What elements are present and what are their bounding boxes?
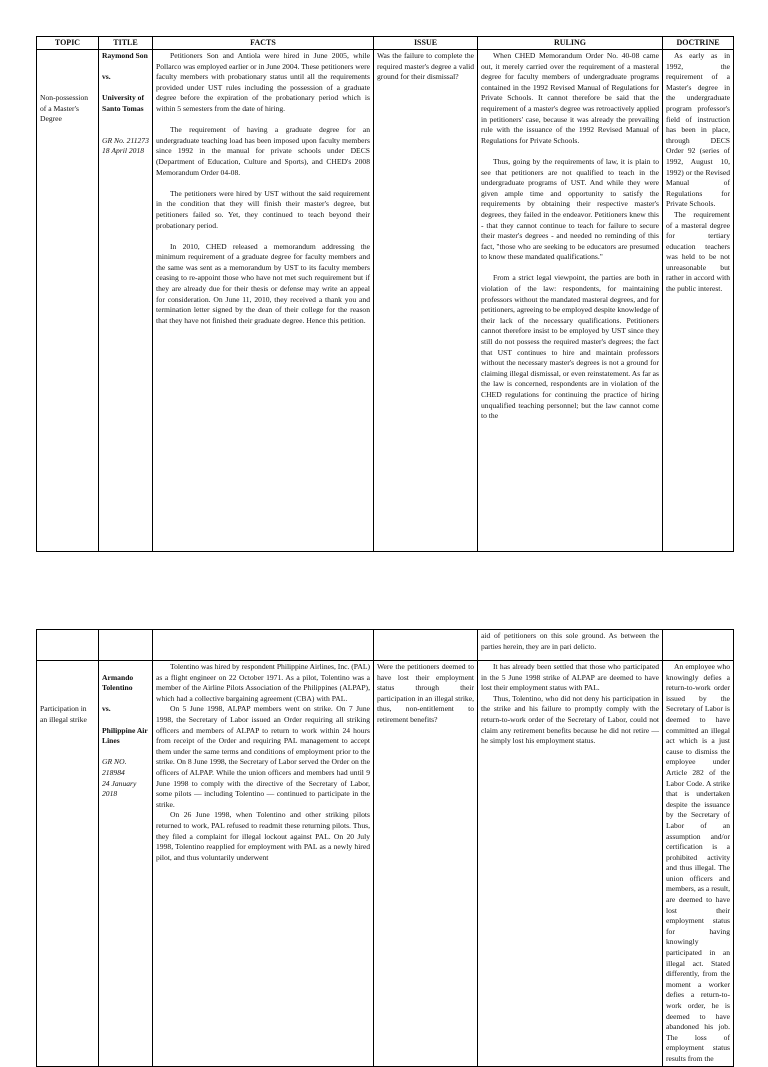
ruling-paragraph: From a strict legal viewpoint, the parties are both in violation of the law: respondents, for maintaining professors without the mandated masteral degrees, and for petitioners, agreeing to be employed despite knowledge of their lack of the necessary qualifications. Petitioners cannot therefore insist to be employed by UST since they still do not possess the required master's degrees; the fact that UST continues to hire and maintain professors without the necessary master's degrees is not a ground for claiming illegal dismissal, or even reinstatement. As far as the law is concerned, respondents are in violation of the CHED regulations for continuing the practice of hiring unqualified teaching personnel; but the law cannot come to the [481, 273, 659, 421]
doctrine-cell [663, 661, 734, 1067]
empty-cell [663, 630, 734, 661]
case-respondent: Philippine Air Lines [102, 725, 148, 746]
facts-paragraph: Petitioners Son and Antiola were hired in June 2005, while Pollarco was employed earlier or in June 2004. These petitioners were faculty members with probationary status until all the requirements provided under UST rules including the possession of a graduate degree before the expiration of the probationary period which is within 5 semesters from the date of hiring. [156, 51, 370, 113]
ruling-paragraph: It has already been settled that those who participated in the 5 June 1998 strike of ALPAP are deemed to have lost their employment status with PAL. [481, 662, 659, 693]
doctrine-paragraph: As early as in 1992, the requirement of a Master's degree in the undergraduate program professor's field of instruction has been in place, through DECS Order 92 (series of 1992, August 10, 1992) or the Revised Manual of Regulations for Private Schools. [666, 51, 730, 209]
doctrine-paragraph: The requirement of a masteral degree for tertiary education teachers was held to be not unreasonable but rather in accord with the public interest. [666, 209, 730, 294]
header-facts: FACTS [153, 37, 374, 50]
facts-paragraph: In 2010, CHED released a memorandum addressing the minimum requirement of a graduate degree for faculty members and the same was sent as a memorandum by UST to its faculty members ceasing to re-appoint those who have not met such requirement but if they are already due for their thesis or defense may write an appeal for consideration. On June 11, 2010, they received a thank you and termination letter signed by the dean of their college for the reason that they have not finished their graduate degree. Hence this petition. [156, 241, 370, 325]
header-doctrine: DOCTRINE [663, 37, 734, 50]
header-issue: ISSUE [374, 37, 478, 50]
topic-text: Participation in an illegal strike [40, 704, 87, 724]
topic-text: Non-possession of a Master's Degree [40, 93, 89, 124]
title-cell [99, 661, 153, 1067]
header-ruling: RULING [478, 37, 663, 50]
issue-cell [374, 661, 478, 1067]
case-table-2 [36, 629, 733, 1067]
facts-paragraph: The requirement of having a graduate degree for an undergraduate teaching load has been imposed upon faculty members since 1992 in the manual for private schools under DECS (Department of Education, Culture and Sports), and CHED's 2008 Memorandum Order 04-08. [156, 125, 370, 177]
header-topic: TOPIC [37, 37, 99, 50]
empty-cell [153, 630, 374, 661]
issue-text: Was the failure to complete the required master's degree a valid ground for their dismissal? [377, 51, 474, 82]
ruling-continuation-cell [478, 630, 663, 661]
header-row [37, 37, 734, 50]
topic-cell [37, 50, 99, 552]
ruling-paragraph: Thus, Tolentino, who did not deny his participation in the strike and his failure to promptly comply with the return-to-work order of the Secretary of Labor, could not claim any retirement benefits because he did not retire — he simply lost his employment status. [481, 693, 659, 746]
facts-cell [153, 661, 374, 1067]
ruling-cell [478, 661, 663, 1067]
doctrine-cell [663, 50, 734, 552]
title-cell [99, 50, 153, 552]
facts-paragraph: The petitioners were hired by UST without the said requirement in the condition that they will finish their master's degree, but petitioners failed so. Yet, they continued to teach beyond their probationary period. [156, 188, 370, 230]
case-gr-number: GR No. 211273 [102, 135, 149, 145]
doctrine-paragraph: An employee who knowingly defies a return-to-work order issued by the Secretary of Labor is deemed to have committed an illegal act which is a just cause to dismiss the employee under Article 282 of the Labor Code. A strike that is undertaken despite the issuance by the Secretary of Labor of an assumption and/or certification is a prohibited activity and thus illegal. The union officers and members, as a result, are deemed to have lost their employment status for having knowingly participated in an illegal act. Stated differently, from the moment a worker defies a return-to-work order, he is deemed to have abandoned his job. The loss of employment status results from the [666, 662, 730, 1063]
empty-cell [374, 630, 478, 661]
topic-cell [37, 661, 99, 1067]
facts-paragraph: Tolentino was hired by respondent Philippine Airlines, Inc. (PAL) as a flight engineer on 22 October 1971. As a pilot, Tolentino was a member of the Airline Pilots Association of the Philippines (ALPAP), which had a collective bargaining agreement (CBA) with PAL. [156, 662, 370, 703]
case-date: 18 April 2018 [102, 146, 145, 156]
facts-paragraph: On 26 June 1998, when Tolentino and other striking pilots returned to work, PAL refused to readmit these returning pilots. Thus, they filed a complaint for illegal lockout against PAL. On 20 July 1998, Tolentino reapplied for employment with PAL as a newly hired pilot, and thus voluntarily underwent [156, 810, 370, 862]
case-petitioner: Armando Tolentino [102, 672, 134, 693]
case-row [37, 50, 734, 552]
ruling-cell [478, 50, 663, 552]
issue-text: Were the petitioners deemed to have lost their employment status through their participation in an illegal strike, thus, non-entitlement to retirement benefits? [377, 662, 474, 724]
ruling-paragraph: Thus, going by the requirements of law, it is plain to see that petitioners are not qualified to teach in the undergraduate programs of UST. And while they were given ample time and opportunity to satisfy the requirements by obtaining their respective master's degrees, they failed in the endeavor. Petitioners knew this - that they cannot continue to teach for failure to secure their master's degrees - and needed no reminding of this fact, "those who are seeking to be educators are presumed to know these mandated qualifications." [481, 156, 659, 262]
case-row [37, 661, 734, 1067]
empty-cell [99, 630, 153, 661]
ruling-paragraph: When CHED Memorandum Order No. 40-08 came out, it merely carried over the requirement of a masteral degree for faculty members of undergraduate programs contained in the 1992 Revised Manual of Regulations for Private Schools. It cannot therefore be said that the requirement of a master's degree was retroactively applied in petitioners' case, because it was already the prevailing rule with the issuance of the 1992 Revised Manual of Regulations for Private Schools. [481, 51, 659, 145]
case-respondent: University of Santo Tomas [102, 93, 144, 113]
case-petitioner: Raymond Son [102, 51, 148, 60]
ruling-continuation: aid of petitioners on this sole ground. As between the parties herein, they are in pari delicto. [481, 631, 659, 651]
empty-cell [37, 630, 99, 661]
facts-paragraph: On 5 June 1998, ALPAP members went on strike. On 7 June 1998, the Secretary of Labor issued an Order requiring all striking officers and members of ALPAP to return to work within 24 hours from receipt of the Order and requiring PAL management to accept them under the same terms and conditions of employment prior to the strike. On 8 June 1998, the Secretary of Labor served the Order on the officers of ALPAP. While the union officers and members had until 9 June 1998 to comply with the directive of the Secretary of Labor, some pilots — including Tolentino — continued to participate in the strike. [156, 704, 370, 809]
case-gr-number: GR NO. 218984 [102, 757, 127, 777]
case-table-1 [36, 36, 733, 552]
facts-cell [153, 50, 374, 552]
continuation-row [37, 630, 734, 661]
case-vs: vs. [102, 704, 111, 714]
header-title: TITLE [99, 37, 153, 50]
case-date: 24 January 2018 [102, 778, 137, 799]
case-vs: vs. [102, 72, 111, 82]
issue-cell [374, 50, 478, 552]
